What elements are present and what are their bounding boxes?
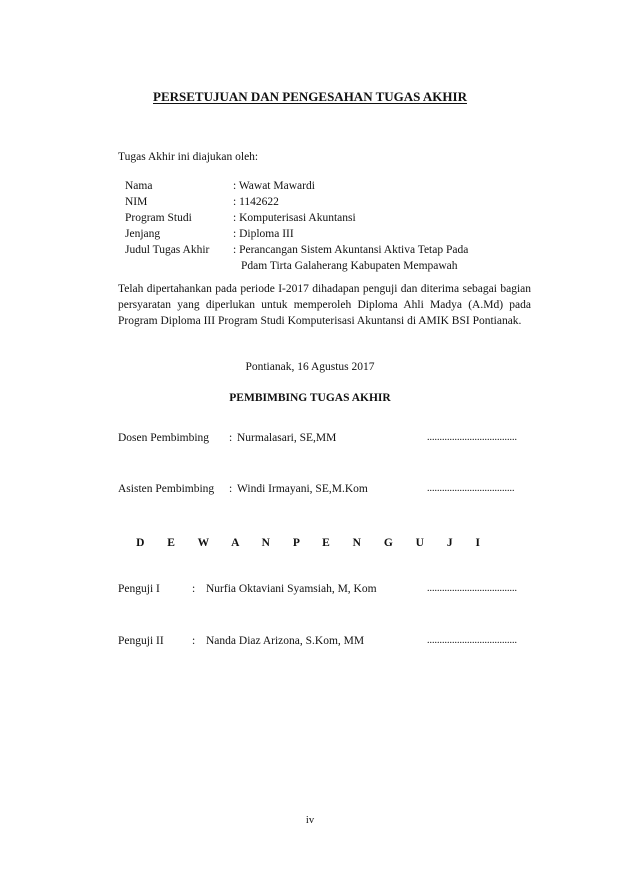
info-value-nim: : 1142622 bbox=[233, 196, 279, 208]
info-value-program-studi: : Komputerisasi Akuntansi bbox=[233, 212, 356, 224]
penguji-2-role: Penguji II bbox=[118, 635, 164, 647]
info-value-judul: : Perancangan Sistem Akuntansi Aktiva Tetap Pada bbox=[233, 244, 469, 256]
pembimbing-separator: : bbox=[229, 432, 233, 444]
page-number: iv bbox=[305, 815, 315, 826]
signature-line: ................................... bbox=[427, 483, 515, 494]
asisten-pembimbing-separator: : bbox=[229, 483, 233, 495]
info-value-judul-continuation: Pdam Tirta Galaherang Kabupaten Mempawah bbox=[241, 260, 458, 272]
signature-line: .................................... bbox=[427, 432, 517, 443]
info-label-program-studi: Program Studi bbox=[125, 212, 192, 224]
approval-paragraph: Telah dipertahankan pada periode I-2017 dihadapan penguji dan diterima sebagai bagian persyaratan yang diperlukan untuk memperoleh Diploma Ahli Madya (A.Md) pada Program Diploma III Program Studi Komputerisasi Akuntansi di AMIK BSI Pontianak. bbox=[118, 283, 531, 327]
signature-line: .................................... bbox=[427, 583, 517, 594]
penguji-1-role: Penguji I bbox=[118, 583, 160, 595]
page-title: PERSETUJUAN DAN PENGESAHAN TUGAS AKHIR bbox=[153, 89, 467, 104]
info-value-jenjang: : Diploma III bbox=[233, 228, 294, 240]
penguji-1-name: Nurfia Oktaviani Syamsiah, M, Kom bbox=[206, 583, 377, 595]
dewan-penguji-heading: D E W A N P E N G U J I bbox=[136, 537, 484, 549]
info-label-nim: NIM bbox=[125, 196, 148, 208]
place-date: Pontianak, 16 Agustus 2017 bbox=[245, 361, 375, 373]
penguji-1-separator: : bbox=[192, 583, 196, 595]
penguji-2-name: Nanda Diaz Arizona, S.Kom, MM bbox=[206, 635, 365, 647]
pembimbing-heading: PEMBIMBING TUGAS AKHIR bbox=[229, 392, 391, 404]
asisten-pembimbing-role: Asisten Pembimbing bbox=[118, 483, 215, 495]
info-label-jenjang: Jenjang bbox=[125, 228, 161, 240]
intro-text: Tugas Akhir ini diajukan oleh: bbox=[118, 151, 259, 163]
pembimbing-name: Nurmalasari, SE,MM bbox=[237, 432, 337, 444]
pembimbing-role: Dosen Pembimbing bbox=[118, 432, 210, 444]
asisten-pembimbing-name: Windi Irmayani, SE,M.Kom bbox=[237, 483, 368, 495]
penguji-2-separator: : bbox=[192, 635, 196, 647]
info-value-nama: : Wawat Mawardi bbox=[233, 180, 315, 192]
info-label-nama: Nama bbox=[125, 180, 153, 192]
signature-line: .................................... bbox=[427, 635, 517, 646]
info-label-judul: Judul Tugas Akhir bbox=[125, 244, 210, 256]
